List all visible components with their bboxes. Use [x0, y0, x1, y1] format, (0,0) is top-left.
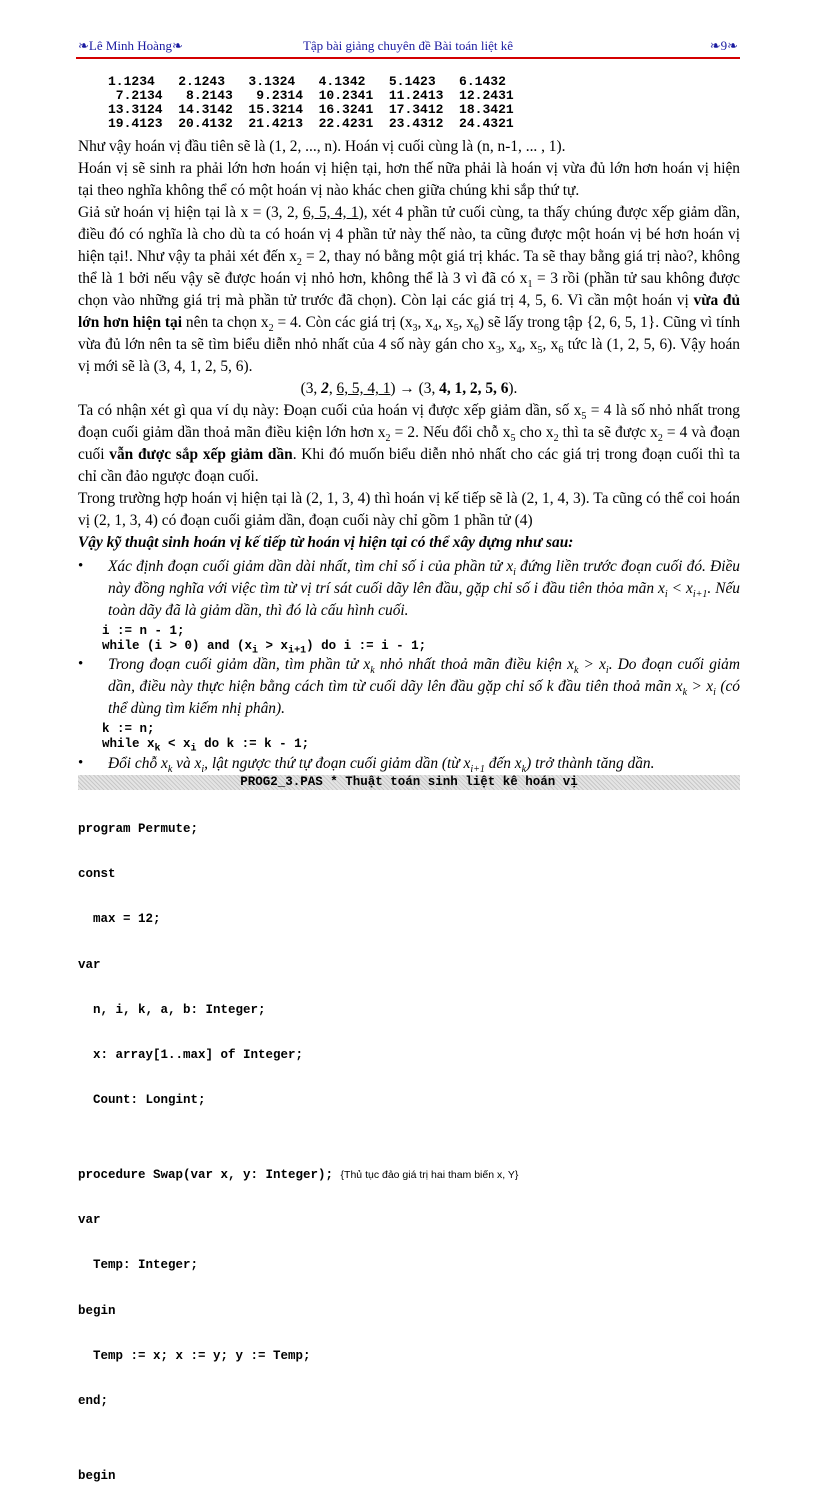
paragraph-next-perm: Hoán vị sẽ sinh ra phải lớn hơn hoán vị hiện tại, hơn thế nữa phải là hoán vị vừa đủ lớn hơn hoán vị hiện tại theo nghĩa không thể có một hoán vị nào khác chen giữa chúng khi sắp thứ tự. — [78, 160, 740, 199]
paragraph-first-last: Như vậy hoán vị đầu tiên sẽ là (1, 2, ..., n). Hoán vị cuối cùng là (n, n-1, ... , 1). — [78, 138, 566, 155]
section-heading: Vậy kỹ thuật sinh hoán vị kế tiếp từ hoán vị hiện tại có thể xây dựng như sau: — [78, 534, 574, 551]
code-line: program Permute; — [78, 822, 199, 837]
code-line: Temp: Integer; — [78, 1258, 199, 1273]
code-line: max = 12; — [78, 912, 161, 927]
code-line: x: array[1..max] of Integer; — [78, 1047, 304, 1062]
paragraph-observation: Ta có nhận xét gì qua ví dụ này: Đoạn cuối của hoán vị được xếp giảm dần, số $x_5 = 4$ là số nhỏ nhất trong đoạn cuối giảm dần thoả mãn điều kiện lớn hơn $x_2 = 2$. Nếu đổi chỗ $x_5$ cho $x_2$ thì ta sẽ được $x_2 = 4$ và đoạn cuối vẫn được sắp xếp giảm dần. Khi đó muốn biểu diễn nhỏ nhất cho các giá trị trong đoạn cuối thì ta chỉ cần đảo ngược đoạn cuối. — [78, 402, 741, 485]
code-line: begin — [78, 1303, 116, 1318]
bullet-3: • — [78, 755, 84, 771]
bullet-1: • — [78, 558, 84, 574]
paragraph-example: Giả sử hoán vị hiện tại là x = (3, 2, 6, 5, 4, 1), xét 4 phần tử cuối cùng, ta thấy chúng được xếp giảm dần, điều đó có nghĩa là cho dù ta có hoán vị 4 phần tử này thế nào, ta cũng được một hoán vị bé hơn hoán vị hiện tại!. Như vậy ta phải xét đến $x_2 = 2$, thay nó bằng một giá trị khác. Ta sẽ thay bằng giá trị nào?, không thể là 1 bởi nếu vậy sẽ được hoán vị nhỏ hơn, không thể là 3 vì đã có $x_1 = 3$ rồi (phần tử sau không được chọn vào những giá trị mà phần tử trước đã chọn). Còn lại các giá trị 4, 5, 6. Vì cần một hoán vị vừa đủ lớn hơn hiện tại nên ta chọn $x_2 = 4$. Còn các giá trị ($x_3$, $x_4$, $x_5$, $x_6$) sẽ lấy trong tập {2, 6, 5, 1}. Cũng vì tính vừa đủ lớn nên ta sẽ tìm biểu diễn nhỏ nhất của 4 số này gán cho $x_3$, $x_4$, $x_5$, $x_6$ tức là (1, 2, 5, 6). Vậy hoán vị mới sẽ là (3, 4, 1, 2, 5, 6). — [78, 204, 741, 375]
code-line: Temp := x; x := y; y := Temp; — [78, 1348, 311, 1363]
code-line: const — [78, 867, 116, 882]
header-author: ❧Lê Minh Hoàng❧ — [78, 38, 183, 53]
page-number: ❧9❧ — [709, 38, 738, 53]
formula: (3, 2, 6, 5, 4, 1) → (3, 4, 1, 2, 5, 6). — [300, 380, 518, 397]
code-line: var — [78, 1213, 101, 1228]
program-code — [78, 792, 518, 1499]
step-1-text: Xác định đoạn cuối giảm dần dài nhất, tìm chỉ số i của phần tử $x_i$ đứng liền trước đoạn cuối đó. Điều này đồng nghĩa với việc tìm từ vị trí sát cuối dãy lên đầu, gặp chỉ số i đầu tiên thỏa mãn $x_i < x_{i+1}$. Nếu toàn dãy đã là giảm dần, thì đó là cấu hình cuối. — [108, 558, 740, 619]
code-step-1: i := n - 1; while (i > 0) and $(x_i > x_{i+1})$ do i := i - 1; — [102, 624, 427, 657]
page-header — [78, 38, 738, 54]
step-2-text: Trong đoạn cuối giảm dần, tìm phần tử $x_k$ nhỏ nhất thoả mãn điều kiện $x_k > x_i$. Do đoạn cuối giảm dần, điều này thực hiện bằng cách tìm từ cuối dãy lên đầu gặp chỉ số k đầu tiên thoả mãn $x_k > x_i$ (có thể dùng tìm kiếm nhị phân). — [108, 656, 740, 717]
code-line: end; — [78, 1393, 109, 1408]
header-rule — [76, 57, 740, 59]
header-title: Tập bài giảng chuyên đề Bài toán liệt kê — [302, 38, 514, 53]
step-3-text: Đổi chỗ $x_k$ và $x_i$, lật ngược thứ tự đoạn cuối giảm dần (từ $x_{i+1}$ đến $x_k$) trở thành tăng dần. — [108, 755, 655, 776]
code-line: begin — [78, 1469, 116, 1484]
bullet-2: • — [78, 656, 84, 672]
code-line: Count: Longint; — [78, 1092, 206, 1107]
code-line: n, i, k, a, b: Integer; — [78, 1002, 266, 1017]
code-line: procedure Swap(var x, y: Integer); {Thủ tục đảo giá trị hai tham biến x, Y} — [78, 1168, 519, 1183]
paragraph-special-case: Trong trường hợp hoán vị hiện tại là (2, 1, 3, 4) thì hoán vị kế tiếp sẽ là (2, 1, 4, 3). Ta cũng có thể coi hoán vị (2, 1, 3, 4) có đoạn cuối giảm dần, đoạn cuối này chỉ gồm 1 phần tử (4) — [78, 490, 740, 529]
code-step-2: k := n; while $x_k < x_i$ do k := k - 1; — [102, 722, 310, 755]
program-title-bar: PROG2_3.PAS * Thuật toán sinh liệt kê hoán vị — [78, 775, 740, 790]
code-line: var — [78, 957, 101, 972]
permutation-table: 1.1234 2.1243 3.1324 4.1342 5.1423 6.1432 7.2134 8.2143 9.2314 10.2341 11.2413 12.2431 13.3124 14.3142 15.3214 16.3241 17.3412 18.3421 19.4123 20.4132 21.4213 22.4231 23.4312 24.4321 — [108, 74, 514, 131]
code-comment: {Thủ tục đảo giá trị hai tham biến x, Y} — [340, 1169, 519, 1182]
